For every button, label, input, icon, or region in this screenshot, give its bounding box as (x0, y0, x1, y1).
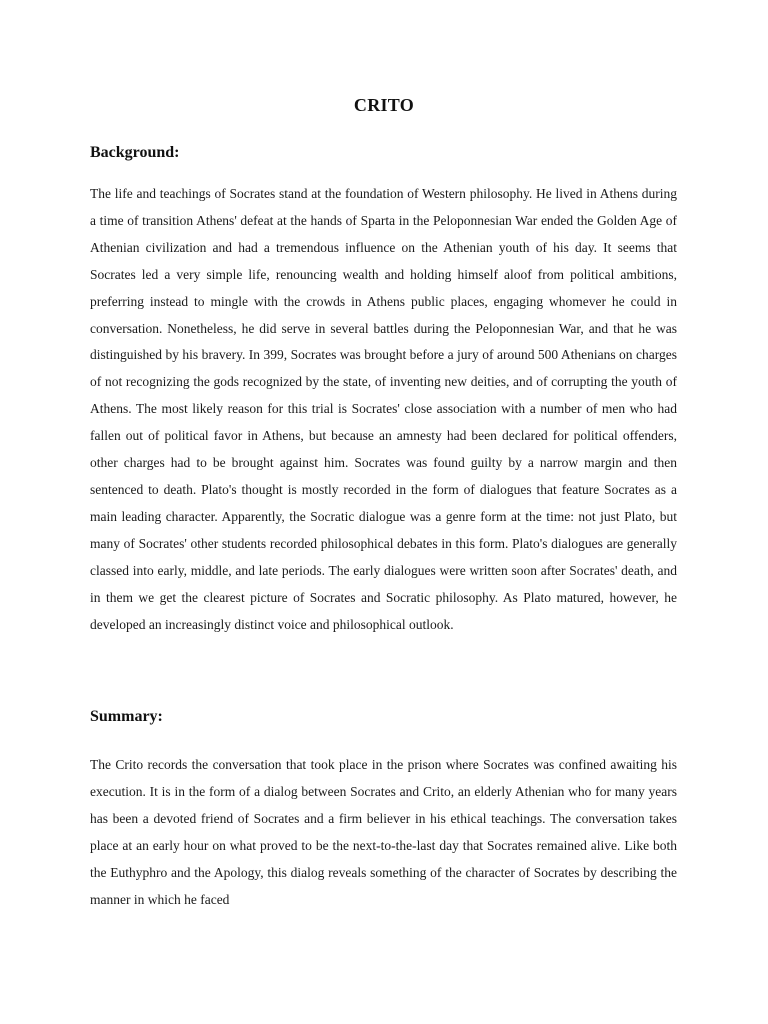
document-title: CRITO (353, 95, 415, 115)
section-heading-summary: Summary: (90, 708, 163, 725)
section-paragraph-background: The life and teachings of Socrates stand at the foundation of Western philosophy. He lived in Athens during a time of transition Athens' defeat at the hands of Sparta in the Peloponnesian War ended the Golden Age of Athenian civilization and had a tremendous influence on the Athenian youth of his day. It seems that Socrates led a very simple life, renouncing wealth and holding himself aloof from political ambitions, preferring instead to mingle with the crowds in Athens public places, engaging whomever he could in conversation. Nonetheless, he did serve in several battles during the Peloponnesian War, and that he was distinguished by his bravery. In 399, Socrates was brought before a jury of around 500 Athenians on charges of not recognizing the gods recognized by the state, of inventing new deities, and of corrupting the youth of Athens. The most likely reason for this trial is Socrates' close association with a number of men who had fallen out of political favor in Athens, but because an amnesty had been declared for political offenders, other charges had to be brought against him. Socrates was found guilty by a narrow margin and then sentenced to death. Plato's thought is mostly recorded in the form of dialogues that feature Socrates as a main leading character. Apparently, the Socratic dialogue was a genre form at the time: not just Plato, but many of Socrates' other students recorded philosophical debates in this form. Plato's dialogues are generally classed into early, middle, and late periods. The early dialogues were written soon after Socrates' death, and in them we get the clearest picture of Socrates and Socratic philosophy. As Plato matured, however, he developed an increasingly distinct voice and philosophical outlook. (90, 186, 677, 632)
section-paragraph-summary: The Crito records the conversation that took place in the prison where Socrates was confined awaiting his execution. It is in the form of a dialog between Socrates and Crito, an elderly Athenian who for many years has been a devoted friend of Socrates and a firm believer in his ethical teachings. The conversation takes place at an early hour on what proved to be the next-to-the-last day that Socrates remained alive. Like both the Euthyphro and the Apology, this dialog reveals something of the character of Socrates by describing the manner in which he faced (90, 757, 677, 907)
section-heading-background: Background: (90, 144, 180, 161)
